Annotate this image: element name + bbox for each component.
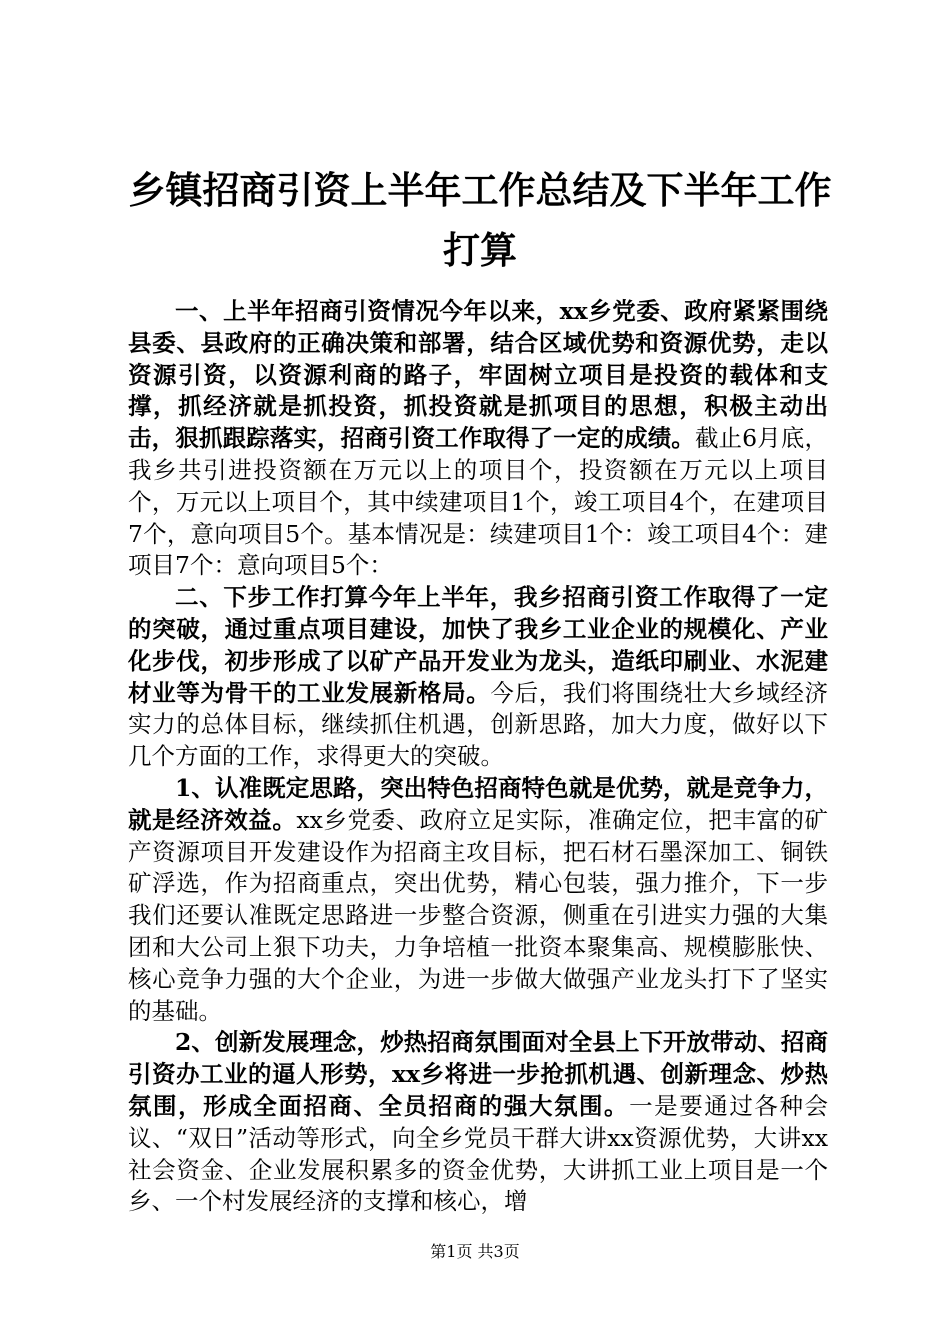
paragraph-lead: 1、认准既定思路，突出特色招商特色就是优势，就是竞争力，就是经济效益。: [128, 773, 828, 834]
document-body: [128, 296, 828, 1218]
paragraph-text: 一是要通过各种会议、“双日”活动等形式，向全乡党员干群大讲xx资源优势，大讲xx社会资金、企业发展积累多的资金优势，大讲抓工业上项目是一个乡、一个村发展经济的支撑和核心，增: [128, 1091, 829, 1216]
paragraph-4: [128, 1027, 828, 1218]
paragraph-lead: 2、创新发展理念，炒热招商氛围面对全县上下开放带动、招商引资办工业的逼人形势，xx乡将进一步抢抓机遇、创新理念、炒热氛围，形成全面招商、全员招商的强大氛围。: [128, 1028, 828, 1120]
paragraph-2: [128, 582, 828, 773]
document-title: 乡镇招商引资上半年工作总结及下半年工作打算: [128, 168, 832, 272]
paragraph-text: 今后，我们将围绕壮大乡域经济实力的总体目标，继续抓住机遇，创新思路，加大力度，做好以下几个方面的工作，求得更大的突破。: [128, 678, 829, 771]
paragraph-lead: 一、上半年招商引资情况今年以来，xx乡党委、政府紧紧围绕县委、县政府的正确决策和部署，结合区域优势和资源优势，走以资源引资，以资源利商的路子，牢固树立项目是投资的载体和支撑，抓经济就是抓投资，抓投资就是抓项目的思想，积极主动出击，狠抓跟踪落实，招商引资工作取得了一定的成绩。: [128, 297, 828, 453]
paragraph-3: [128, 773, 828, 1027]
page-number-footer: 第1页 共3页: [430, 1242, 520, 1261]
paragraph-lead: 二、下步工作打算今年上半年，我乡招商引资工作取得了一定的突破，通过重点项目建设，加快了我乡工业企业的规模化、产业化步伐，初步形成了以矿产品开发业为龙头，造纸印刷业、水泥建材业等为骨干的工业发展新格局。: [128, 583, 828, 707]
paragraph-text: xx乡党委、政府立足实际，准确定位，把丰富的矿产资源项目开发建设作为招商主攻目标，把石材石墨深加工、铜铁矿浮选，作为招商重点，突出优势，精心包装，强力推介，下一步我们还要认准既定思路进一步整合资源，侧重在引进实力强的大集团和大公司上狠下功夫，力争培植一批资本聚集高、规模膨胀快、核心竞争力强的大个企业，为进一步做大做强产业龙头打下了坚实的基础。: [128, 805, 828, 1025]
paragraph-text: 截止6月底，我乡共引进投资额在万元以上的项目个，投资额在万元以上项目个，万元以上项目个，其中续建项目1个，竣工项目4个，在建项目7个，意向项目5个。基本情况是：续建项目1个：竣工项目4个：建项目7个：意向项目5个：: [128, 424, 829, 580]
paragraph-1: [128, 296, 828, 582]
